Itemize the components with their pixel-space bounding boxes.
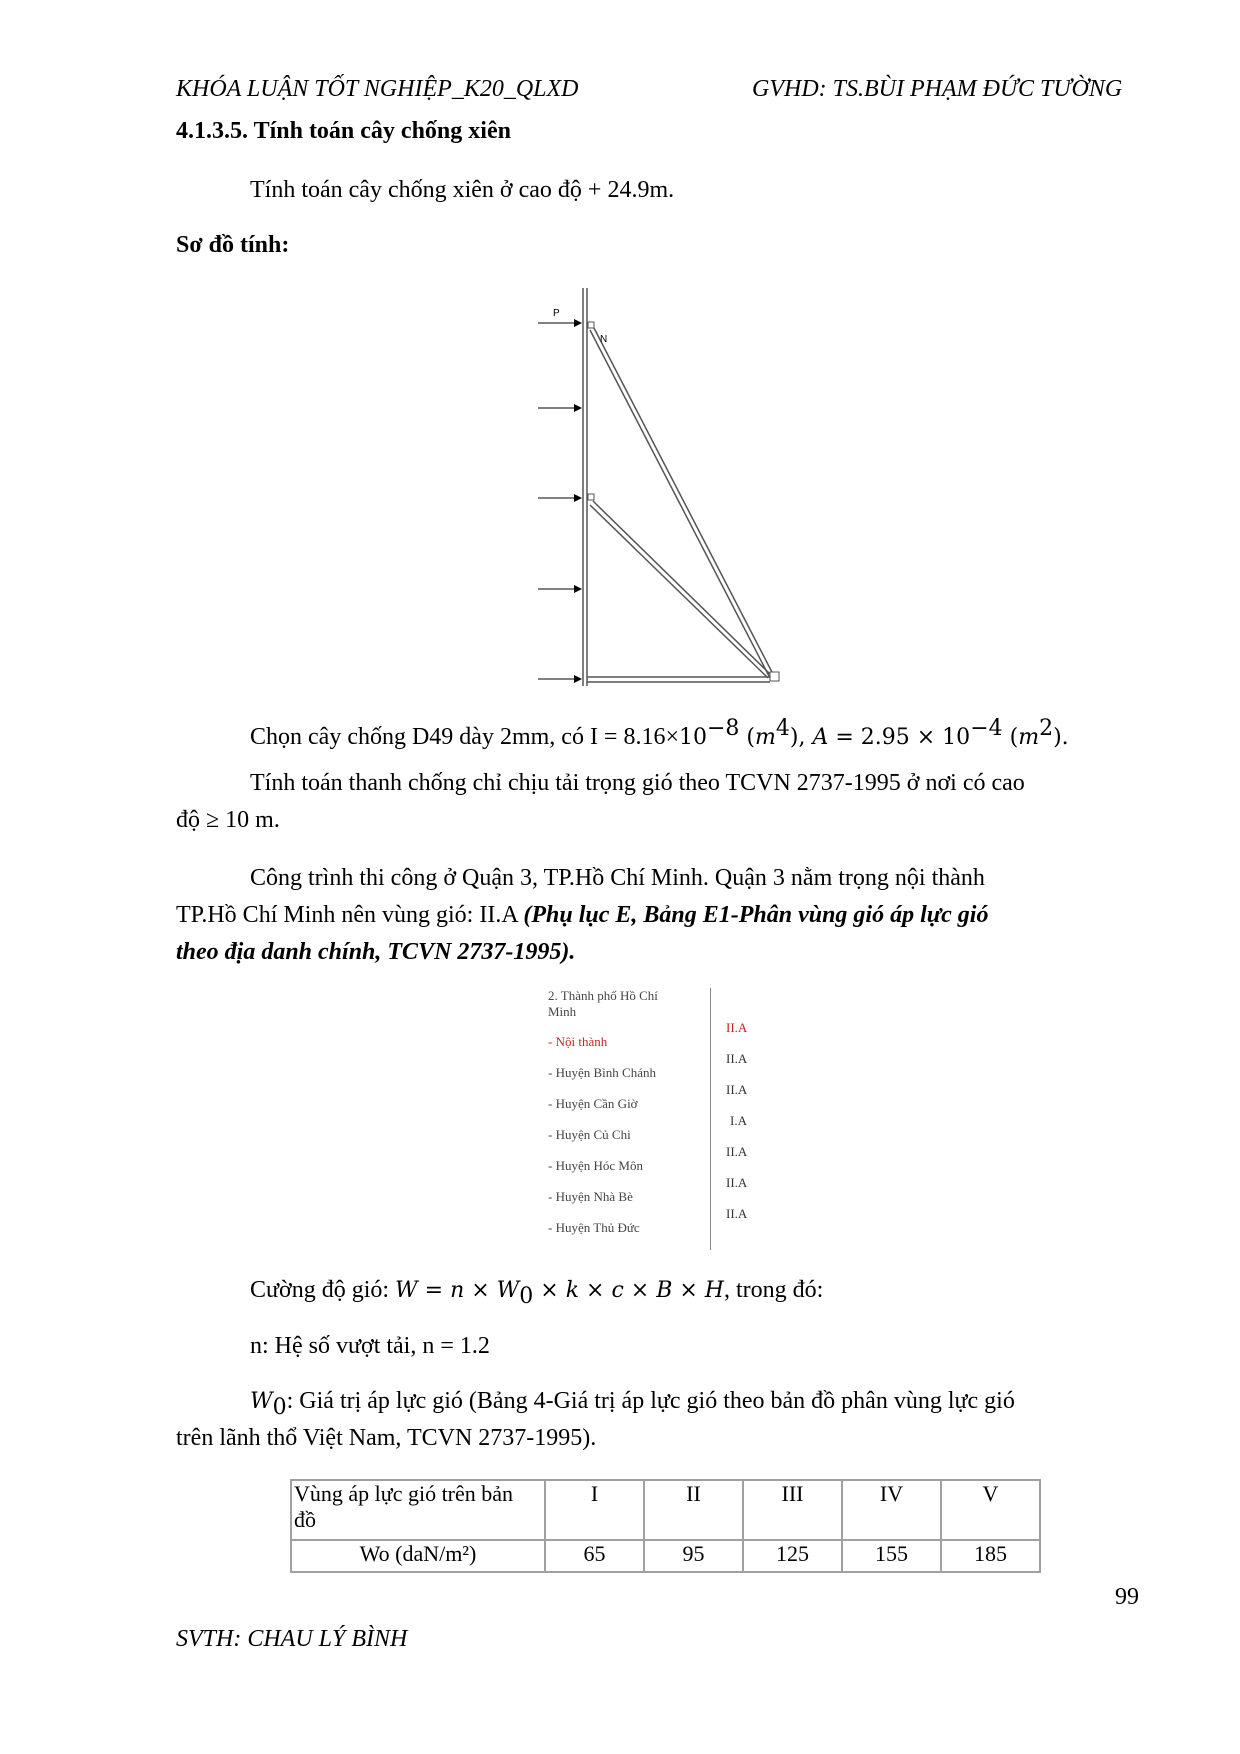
tcvn-para-line1: Tính toán thanh chống chỉ chịu tải trọng gió theo TCVN 2737-1995 ở nơi có cao <box>250 770 1025 796</box>
zone-row-value: II.A <box>726 1175 748 1190</box>
zone-divider <box>710 988 711 1250</box>
long-brace-b <box>594 328 774 676</box>
w0-para-line1: $W_0$: Giá trị áp lực gió (Bảng 4-Giá trị áp lực gió theo bản đồ phân vùng lực gió <box>250 1388 1015 1420</box>
top-joint <box>588 322 594 328</box>
scheme-heading: Sơ đồ tính: <box>176 232 290 258</box>
mid-joint <box>588 494 594 500</box>
table-cell: II <box>644 1480 743 1540</box>
zone-title-1: 2. Thành phố Hồ Chí <box>548 988 658 1003</box>
intro-text: Tính toán cây chống xiên ở cao độ + 24.9m. <box>250 177 675 203</box>
zone-row-name: - Huyện Bình Chánh <box>548 1065 656 1080</box>
zone-row-name: - Huyện Nhà Bè <box>548 1189 633 1204</box>
location-para-line3: theo địa danh chính, TCVN 2737-1995). <box>176 939 576 965</box>
bracing-diagram <box>530 284 800 694</box>
section-title: 4.1.3.5. Tính toán cây chống xiên <box>176 118 511 144</box>
long-brace-a <box>590 330 770 678</box>
table-cell: III <box>743 1480 842 1540</box>
w0-para-line2: trên lãnh thổ Việt Nam, TCVN 2737-1995). <box>176 1425 597 1451</box>
table-row-label: Wo (daN/m²) <box>291 1540 545 1572</box>
label-n: N <box>600 334 608 345</box>
tcvn-para-line2: độ ≥ 10 m. <box>176 807 280 833</box>
zone-row-name: - Huyện Thủ Đức <box>548 1220 640 1235</box>
zone-row-value: II.A <box>726 1144 748 1159</box>
page-number: 99 <box>1115 1584 1139 1610</box>
table-cell: I <box>545 1480 644 1540</box>
zone-row-name: - Huyện Hóc Môn <box>548 1158 643 1173</box>
zone-title-2: Minh <box>548 1004 577 1019</box>
header-right: GVHD: TS.BÙI PHẠM ĐỨC TƯỜNG <box>752 76 1123 102</box>
table-cell: 95 <box>644 1540 743 1572</box>
location-para-line1: Công trình thi công ở Quận 3, TP.Hồ Chí Minh. Quận 3 nằm trọng nội thành <box>250 865 985 891</box>
table-cell: 185 <box>941 1540 1040 1572</box>
table-row <box>291 1540 1040 1572</box>
base-joint <box>770 672 779 681</box>
zone-row-name: - Huyện Củ Chi <box>548 1127 631 1142</box>
zone-row-name: - Nội thành <box>548 1034 608 1049</box>
zone-row-value: II.A <box>726 1206 748 1221</box>
header-left: KHÓA LUẬN TỐT NGHIỆP_K20_QLXD <box>176 76 579 102</box>
choose-brace-text: Chọn cây chống D49 dày 2mm, có $I = 8.16\times 10^{-8}$ $(m^4)$, $A = 2.95 \times 10^{-4}$ $(m^2)$. <box>250 716 1069 750</box>
label-p: P <box>553 308 560 319</box>
table-cell: V <box>941 1480 1040 1540</box>
short-brace-b <box>593 501 772 676</box>
zone-excerpt <box>548 988 788 1250</box>
table-cell: 125 <box>743 1540 842 1572</box>
zone-row-value: II.A <box>726 1020 748 1035</box>
location-para-line2: TP.Hồ Chí Minh nên vùng gió: II.A (Phụ lục E, Bảng E1-Phân vùng gió áp lực gió <box>176 902 989 928</box>
zone-row-value: I.A <box>730 1113 747 1128</box>
footer-text: SVTH: CHAU LÝ BÌNH <box>176 1626 408 1652</box>
zone-row-value: II.A <box>726 1082 748 1097</box>
wind-formula: Cường độ gió: $W = n \times W_0 \times k \times c \times B \times H$, trong đó: <box>250 1277 824 1309</box>
table-cell: 65 <box>545 1540 644 1572</box>
zone-row-value: II.A <box>726 1051 748 1066</box>
table-row <box>291 1480 1040 1540</box>
overload-factor: n: Hệ số vượt tải, n = 1.2 <box>250 1333 490 1359</box>
zone-row-name: - Huyện Cần Giờ <box>548 1096 638 1111</box>
wind-pressure-table <box>290 1479 1041 1573</box>
table-header-label: Vùng áp lực gió trên bản đồ <box>291 1480 545 1540</box>
table-cell: 155 <box>842 1540 941 1572</box>
short-brace-a <box>590 505 768 678</box>
table-cell: IV <box>842 1480 941 1540</box>
